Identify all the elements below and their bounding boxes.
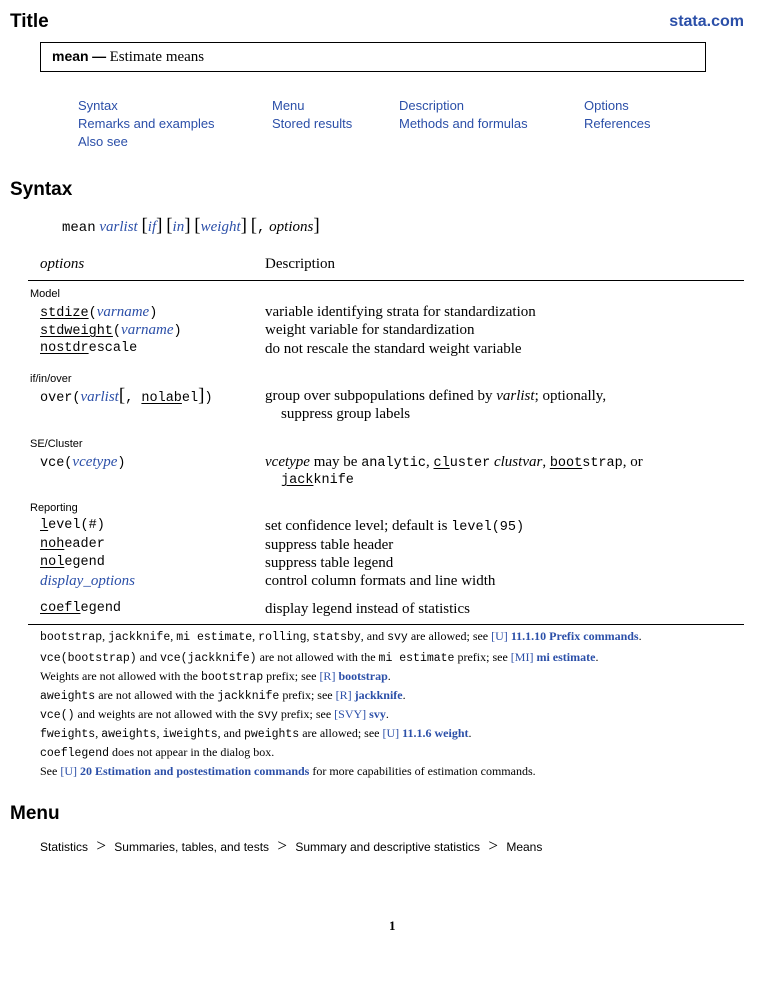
option-over-desc-cont: suppress group labels <box>281 406 411 422</box>
syntax-if: if <box>147 219 157 235</box>
bracket-close: ] <box>313 215 320 236</box>
nav-remarks[interactable]: Remarks and examples <box>78 116 215 131</box>
table-header-description: Description <box>265 256 335 272</box>
nav-also-see[interactable]: Also see <box>78 134 128 149</box>
note-vce-svy: vce() and weights are not allowed with the svy prefix; see [SVY] svy. <box>40 707 389 722</box>
option-noheader: noheader <box>40 537 105 552</box>
option-stdweight: stdweight(varname) <box>40 322 182 339</box>
ref-u-11-1-6[interactable]: [U] 11.1.6 weight <box>382 726 469 740</box>
table-header-options: options <box>40 256 85 272</box>
option-over: over(varlist[, nolabel]) <box>40 385 213 406</box>
option-nolegend-desc: suppress table legend <box>265 555 394 571</box>
option-noheader-desc: suppress table header <box>265 537 394 553</box>
menu-path-item: Summaries, tables, and tests <box>114 840 270 854</box>
ref-u-11-1-10[interactable]: [U] 11.1.10 Prefix commands <box>491 629 639 643</box>
syntax-options: options <box>269 219 314 235</box>
title-dash: — <box>92 48 107 64</box>
bracket-open: [ <box>141 215 148 236</box>
option-nostdrescale-desc: do not rescale the standard weight variable <box>265 341 522 357</box>
ref-svy[interactable]: [SVY] svy <box>334 707 386 721</box>
syntax-in: in <box>172 219 185 235</box>
option-nostdrescale: nostdrescale <box>40 341 138 356</box>
menu-path-item: Summary and descriptive statistics <box>295 840 481 854</box>
category-secluster: SE/Cluster <box>30 438 83 450</box>
nav-stored-results[interactable]: Stored results <box>272 116 353 131</box>
nav-methods[interactable]: Methods and formulas <box>399 116 528 131</box>
option-vce-desc-cont: jackknife <box>281 473 354 488</box>
bracket-open: [ <box>250 215 258 236</box>
note-weights-allowed: fweights, aweights, iweights, and pweights are allowed; see [U] 11.1.6 weight. <box>40 726 472 741</box>
ref-mi-estimate[interactable]: [MI] mi estimate <box>510 650 596 664</box>
title-box-content <box>52 48 204 66</box>
menu-sep: > <box>277 836 287 855</box>
page-heading-title: Title <box>10 11 49 32</box>
ref-r-bootstrap[interactable]: [R] bootstrap <box>319 669 388 683</box>
option-display-desc: control column formats and line width <box>265 573 496 589</box>
nav-menu[interactable]: Menu <box>272 98 305 113</box>
nav-references[interactable]: References <box>584 116 651 131</box>
command-description: Estimate means <box>109 49 205 65</box>
menu-heading: Menu <box>10 803 60 824</box>
option-vce: vce(vcetype) <box>40 454 126 471</box>
note-weights-bootstrap: Weights are not allowed with the bootstrap prefix; see [R] bootstrap. <box>40 669 391 684</box>
menu-sep: > <box>488 836 498 855</box>
option-nolegend: nolegend <box>40 555 105 570</box>
option-stdize-desc: variable identifying strata for standardization <box>265 304 536 320</box>
bracket-open: [ <box>166 215 173 236</box>
syntax-weight: weight <box>200 219 241 235</box>
syntax-command: mean <box>62 220 96 236</box>
option-coeflegend: coeflegend <box>40 601 122 616</box>
option-level-desc: set confidence level; default is level(95) <box>265 518 525 535</box>
option-level: level(#) <box>40 518 105 533</box>
table-header-rule <box>28 280 744 281</box>
ref-u-20[interactable]: [U] 20 Estimation and postestimation commands <box>60 764 310 778</box>
table-bottom-rule <box>28 624 744 625</box>
note-coeflegend: coeflegend does not appear in the dialog box. <box>40 745 275 760</box>
syntax-comma: , <box>257 220 266 236</box>
brand-link[interactable]: stata.com <box>669 13 744 30</box>
option-coeflegend-desc: display legend instead of statistics <box>265 601 470 617</box>
note-vce-mi: vce(bootstrap) and vce(jackknife) are not allowed with the mi estimate prefix; see [MI] mi estimate. <box>40 650 599 665</box>
option-display-options[interactable]: display_options <box>40 573 136 589</box>
ref-r-jackknife[interactable]: [R] jackknife <box>335 688 403 702</box>
syntax-varlist: varlist <box>99 219 138 235</box>
page-number: 1 <box>389 918 396 933</box>
bracket-open: [ <box>194 215 201 236</box>
note-prefix-allowed: bootstrap, jackknife, mi estimate, rolling, statsby, and svy are allowed; see [U] 11.1.10 Prefix commands. <box>40 629 642 644</box>
syntax-heading: Syntax <box>10 179 73 200</box>
bracket-close: ] <box>184 215 191 236</box>
command-name: mean <box>52 48 89 64</box>
bracket-close: ] <box>156 215 163 236</box>
note-see-estimation: See [U] 20 Estimation and postestimation commands for more capabilities of estimation commands. <box>40 764 536 778</box>
menu-path-item: Statistics <box>40 840 89 854</box>
category-model: Model <box>30 288 60 300</box>
option-stdize: stdize(varname) <box>40 304 158 321</box>
menu-path-item: Means <box>506 840 543 854</box>
bracket-close: ] <box>240 215 247 236</box>
menu-sep: > <box>96 836 106 855</box>
note-aweights-jackknife: aweights are not allowed with the jackknife prefix; see [R] jackknife. <box>40 688 406 703</box>
syntax-line <box>62 216 320 236</box>
option-stdweight-desc: weight variable for standardization <box>265 322 475 338</box>
category-ifinover: if/in/over <box>30 373 72 385</box>
category-reporting: Reporting <box>30 502 78 514</box>
nav-description[interactable]: Description <box>399 98 465 113</box>
nav-syntax[interactable]: Syntax <box>78 98 118 113</box>
option-vce-desc: vcetype may be analytic, cluster clustvar, bootstrap, or <box>265 454 643 471</box>
nav-options[interactable]: Options <box>584 98 629 113</box>
option-over-desc: group over subpopulations defined by varlist; optionally, <box>265 388 607 404</box>
menu-path <box>40 836 542 856</box>
